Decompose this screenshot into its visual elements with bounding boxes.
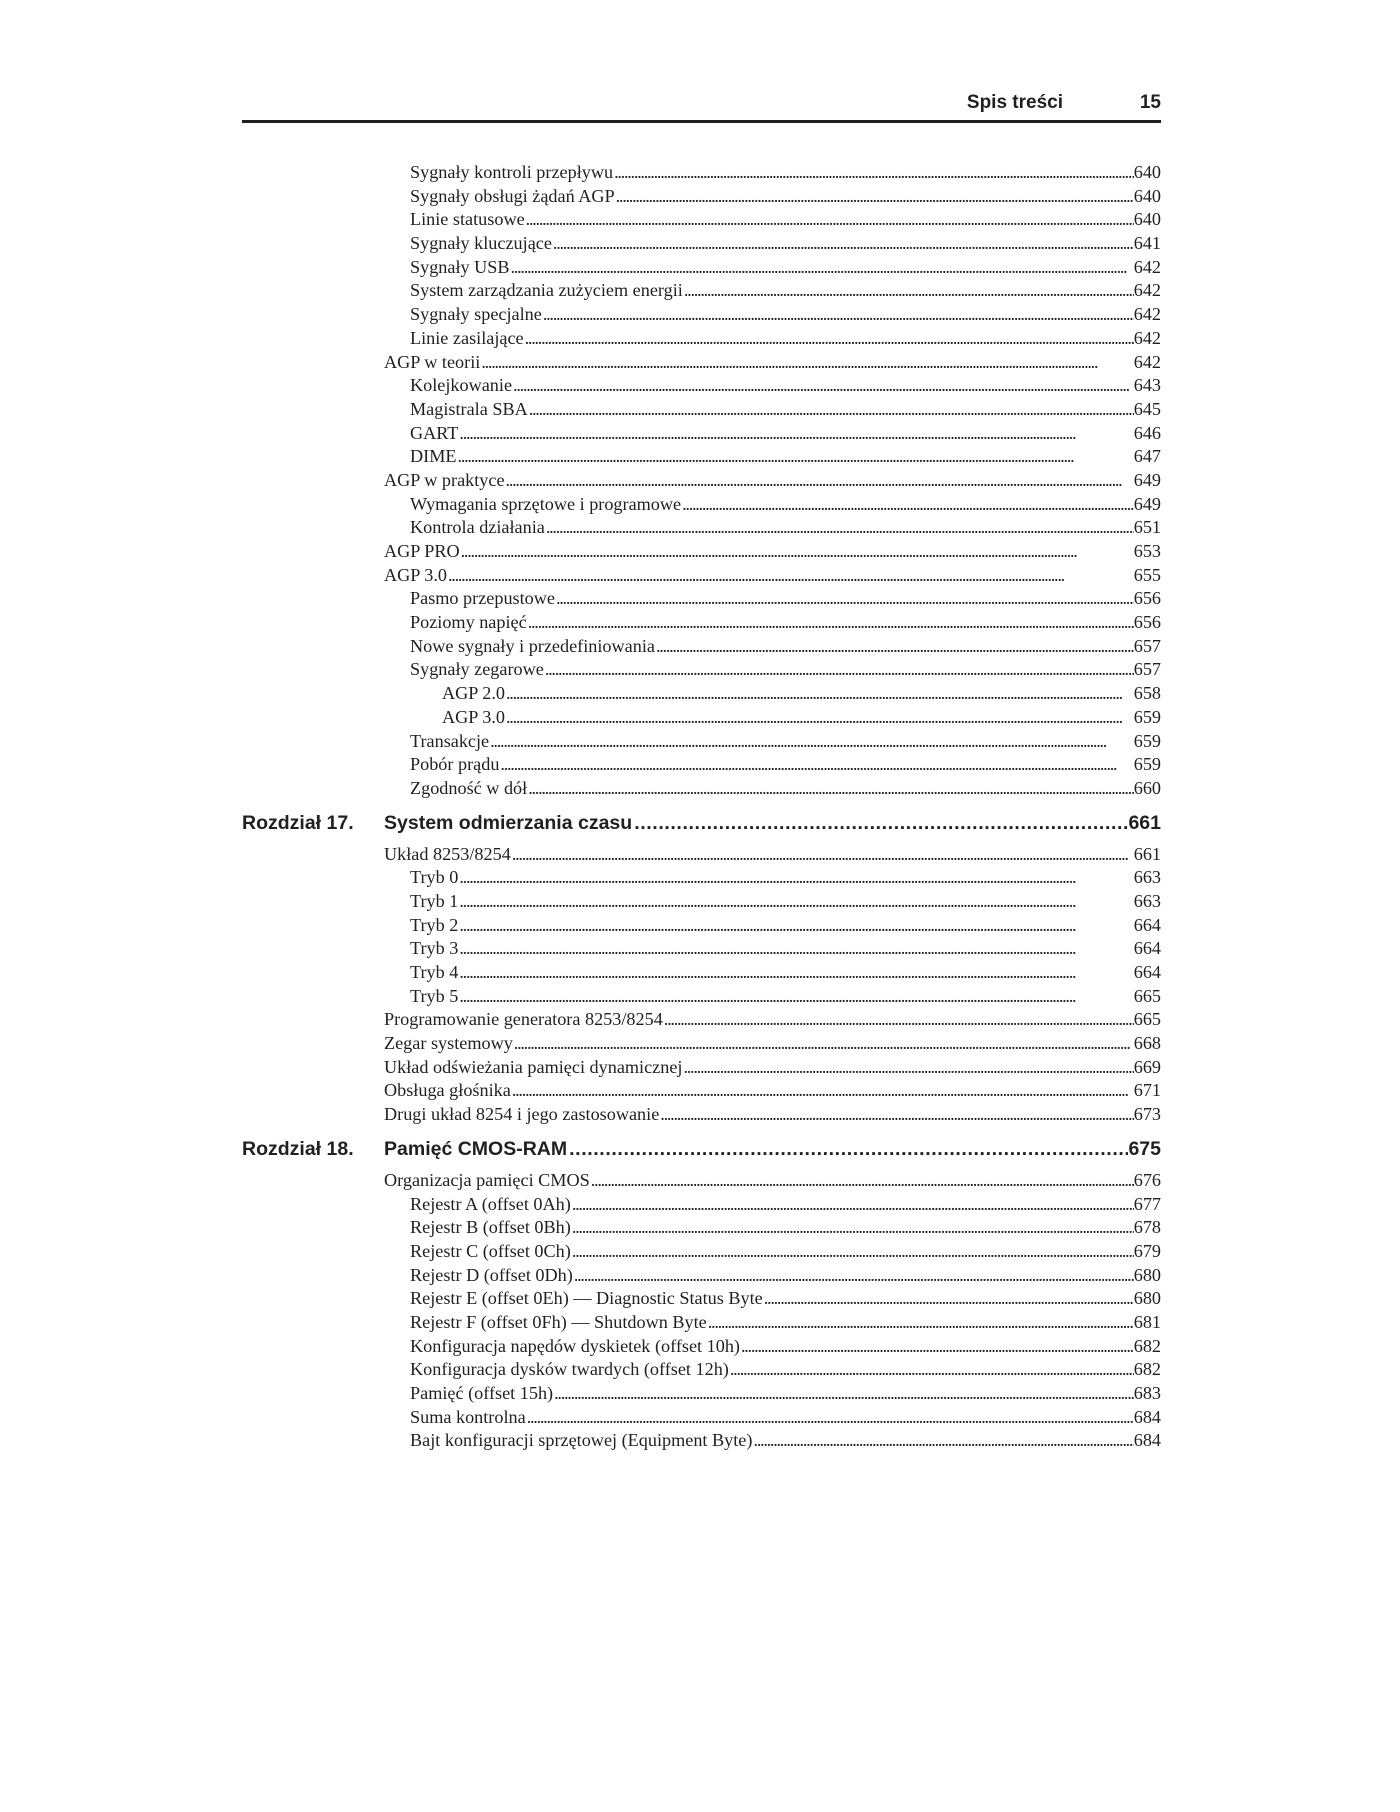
entry-title: Sygnały USB: [410, 256, 510, 277]
dot-leader: [590, 1170, 1134, 1191]
entry-page: 655: [1133, 564, 1161, 585]
dot-leader: [615, 186, 1134, 207]
entry-page: 640: [1133, 209, 1161, 230]
dot-leader: [458, 915, 1133, 936]
toc-entry: [242, 162, 1161, 186]
toc-entry: [242, 683, 1161, 707]
entry-title: Rejestr E (offset 0Eh) — Diagnostic Status Byte: [410, 1288, 763, 1309]
entry-page: 642: [1133, 280, 1161, 301]
entry-title: Suma kontrolna: [410, 1406, 526, 1427]
header-page-number: 15: [1139, 92, 1161, 113]
entry-page: 643: [1133, 375, 1161, 396]
entry-title: Linie zasilające: [410, 327, 524, 348]
entry-page: 677: [1133, 1193, 1161, 1214]
dot-leader: [682, 1057, 1133, 1078]
entry-page: 642: [1133, 327, 1161, 348]
toc-entry: [242, 1241, 1161, 1265]
toc-entry: [242, 731, 1161, 755]
entry-page: 680: [1133, 1288, 1161, 1309]
entry-page: 678: [1133, 1217, 1161, 1238]
dot-leader: [458, 986, 1133, 1007]
entry-page: 663: [1133, 890, 1161, 911]
toc-entry: [242, 541, 1161, 565]
entry-title: Transakcje: [410, 730, 490, 751]
dot-leader: [512, 375, 1134, 396]
entry-title: Tryb 1: [410, 890, 459, 911]
table-of-contents: [242, 162, 1161, 1454]
entry-title: Kontrola działania: [410, 517, 545, 538]
dot-leader: [683, 280, 1134, 301]
entry-title: Tryb 5: [410, 985, 459, 1006]
dot-leader: [567, 1138, 1128, 1161]
chapter-page: 661: [1128, 811, 1161, 834]
entry-page: 651: [1133, 517, 1161, 538]
dot-leader: [510, 257, 1134, 278]
entry-title: Tryb 4: [410, 962, 459, 982]
entry-page: 640: [1133, 162, 1161, 182]
entry-title: AGP 3.0: [384, 564, 447, 585]
toc-entry: [242, 1265, 1161, 1289]
entry-title: AGP w praktyce: [384, 469, 505, 490]
entry-title: Obsługa głośnika: [384, 1080, 511, 1101]
entry-page: 649: [1133, 493, 1161, 514]
toc-entry: [242, 612, 1161, 636]
entry-page: 653: [1133, 541, 1161, 561]
entry-page: 649: [1133, 469, 1161, 490]
entry-page: 684: [1133, 1406, 1161, 1427]
dot-leader: [553, 1383, 1134, 1404]
toc-entry: [242, 446, 1161, 470]
dot-leader: [752, 1430, 1133, 1451]
dot-leader: [552, 233, 1134, 254]
entry-title: Bajt konfiguracji sprzętowej (Equipment Byte): [410, 1430, 753, 1451]
dot-leader: [526, 1407, 1134, 1428]
chapter-17-entries: [242, 844, 1161, 1128]
toc-entry: [242, 1407, 1161, 1431]
entry-page: 671: [1133, 1080, 1161, 1101]
dot-leader: [613, 162, 1134, 183]
entry-page: 642: [1133, 304, 1161, 325]
toc-entry: [242, 1033, 1161, 1057]
entry-title: Linie statusowe: [410, 209, 525, 230]
entry-page: 659: [1133, 706, 1161, 727]
toc-entry: [242, 636, 1161, 660]
entry-title: Magistrala SBA: [410, 398, 528, 419]
toc-entry: [242, 328, 1161, 352]
dot-leader: [740, 1336, 1134, 1357]
chapter-label: Rozdział 17.: [242, 811, 354, 834]
dot-leader: [659, 1104, 1133, 1125]
dot-leader: [458, 938, 1133, 959]
entry-page: 664: [1133, 914, 1161, 935]
entry-title: Rejestr C (offset 0Ch): [410, 1240, 571, 1261]
entry-title: Pasmo przepustowe: [410, 588, 555, 609]
toc-entry: [242, 1104, 1161, 1128]
dot-leader: [456, 446, 1133, 467]
toc-entry: [242, 659, 1161, 683]
dot-leader: [525, 209, 1134, 230]
dot-leader: [524, 328, 1134, 349]
dot-leader: [542, 304, 1134, 325]
dot-leader: [447, 565, 1134, 586]
entry-page: 680: [1133, 1264, 1161, 1285]
dot-leader: [545, 517, 1134, 538]
entry-title: Organizacja pamięci CMOS: [384, 1169, 590, 1190]
entry-page: 647: [1133, 446, 1161, 467]
entry-page: 660: [1133, 777, 1161, 798]
toc-entry: [242, 1080, 1161, 1104]
chapter-label: Rozdział 18.: [242, 1137, 354, 1160]
entry-page: 669: [1133, 1056, 1161, 1077]
entry-page: 658: [1133, 683, 1161, 704]
entry-title: Pobór prądu: [410, 754, 500, 775]
chapter-page: 675: [1128, 1137, 1161, 1160]
toc-entry: [242, 565, 1161, 589]
entry-page: 657: [1133, 659, 1161, 680]
entry-title: DIME: [410, 446, 457, 467]
toc-entry: [242, 280, 1161, 304]
toc-entry: [242, 1430, 1161, 1454]
entry-title: Rejestr D (offset 0Dh): [410, 1264, 573, 1285]
toc-entry: [242, 754, 1161, 778]
entry-title: Rejestr A (offset 0Ah): [410, 1193, 571, 1214]
dot-leader: [655, 636, 1134, 657]
entry-page: 665: [1133, 985, 1161, 1006]
toc-entry: [242, 1057, 1161, 1081]
toc-entry: [242, 257, 1161, 281]
dot-leader: [527, 612, 1134, 633]
toc-entry: [242, 778, 1161, 802]
entry-page: 640: [1133, 185, 1161, 206]
entry-title: Kolejkowanie: [410, 375, 513, 396]
entry-title: Sygnały specjalne: [410, 304, 542, 325]
dot-leader: [460, 541, 1134, 562]
entry-page: 642: [1133, 256, 1161, 277]
dot-leader: [763, 1288, 1134, 1309]
toc-entry: [242, 844, 1161, 868]
dot-leader: [489, 731, 1134, 752]
dot-leader: [571, 1241, 1134, 1262]
dot-leader: [571, 1217, 1134, 1238]
dot-leader: [513, 1033, 1134, 1054]
entry-page: 679: [1133, 1240, 1161, 1261]
dot-leader: [632, 812, 1128, 835]
toc-entry: [242, 494, 1161, 518]
chapter-heading-17: [242, 812, 1161, 844]
toc-entry: [242, 423, 1161, 447]
dot-leader: [511, 1080, 1134, 1101]
entry-title: AGP PRO: [384, 541, 460, 561]
toc-entry: [242, 962, 1161, 986]
dot-leader: [681, 494, 1134, 515]
entry-page: 657: [1133, 635, 1161, 656]
chapter-18-entries: [242, 1170, 1161, 1454]
entry-title: Sygnały kontroli przepływu: [410, 162, 614, 182]
entry-title: Rejestr F (offset 0Fh) — Shutdown Byte: [410, 1311, 707, 1332]
entry-title: Pamięć (offset 15h): [410, 1383, 554, 1403]
entry-page: 663: [1133, 867, 1161, 888]
entry-title: Konfiguracja dysków twardych (offset 12h): [410, 1359, 729, 1380]
entry-page: 665: [1133, 1009, 1161, 1030]
entry-title: Sygnały obsługi żądań AGP: [410, 185, 615, 206]
dot-leader: [729, 1359, 1134, 1380]
entry-title: GART: [410, 422, 459, 443]
dot-leader: [528, 399, 1134, 420]
entry-page: 668: [1133, 1033, 1161, 1054]
dot-leader: [458, 423, 1133, 444]
entry-page: 641: [1133, 233, 1161, 254]
toc-entry: [242, 233, 1161, 257]
toc-entry: [242, 304, 1161, 328]
toc-entry: [242, 867, 1161, 891]
toc-entry: [242, 186, 1161, 210]
toc-entry: [242, 588, 1161, 612]
dot-leader: [458, 962, 1133, 983]
dot-leader: [499, 754, 1133, 775]
entry-title: Układ 8253/8254: [384, 843, 511, 864]
entry-title: Zgodność w dół: [410, 777, 528, 798]
header-title: Spis treści: [966, 92, 1063, 113]
entry-title: AGP 3.0: [442, 706, 505, 727]
entry-title: Programowanie generatora 8253/8254: [384, 1009, 663, 1030]
entry-page: 673: [1133, 1104, 1161, 1125]
toc-entry: [242, 938, 1161, 962]
entry-page: 681: [1133, 1311, 1161, 1332]
dot-leader: [544, 659, 1134, 680]
toc-entry: [242, 915, 1161, 939]
entry-page: 661: [1133, 843, 1161, 864]
toc-entry: [242, 1312, 1161, 1336]
entry-page: 684: [1133, 1430, 1161, 1451]
toc-entry: [242, 399, 1161, 423]
dot-leader: [505, 470, 1134, 491]
entry-page: 664: [1133, 962, 1161, 982]
entry-title: AGP 2.0: [442, 683, 505, 704]
toc-entry: [242, 707, 1161, 731]
entry-page: 682: [1133, 1335, 1161, 1356]
entry-title: Drugi układ 8254 i jego zastosowanie: [384, 1104, 660, 1125]
entry-title: Układ odświeżania pamięci dynamicznej: [384, 1056, 683, 1077]
entry-title: Konfiguracja napędów dyskietek (offset 10h): [410, 1335, 740, 1356]
dot-leader: [458, 891, 1133, 912]
toc-entry: [242, 986, 1161, 1010]
entry-title: AGP w teorii: [384, 351, 481, 372]
entry-title: Zegar systemowy: [384, 1033, 513, 1054]
dot-leader: [480, 352, 1133, 373]
entry-page: 659: [1133, 730, 1161, 751]
toc-entry: [242, 470, 1161, 494]
entry-title: Wymagania sprzętowe i programowe: [410, 493, 682, 514]
chapter-title: System odmierzania czasu: [384, 811, 633, 834]
entry-page: 656: [1133, 612, 1161, 633]
toc-entry: [242, 1009, 1161, 1033]
entry-title: System zarządzania zużyciem energii: [410, 280, 683, 301]
entry-page: 664: [1133, 938, 1161, 959]
running-header: [242, 88, 1161, 123]
entry-page: 676: [1133, 1169, 1161, 1190]
entry-title: Nowe sygnały i przedefiniowania: [410, 635, 655, 656]
toc-entry: [242, 1288, 1161, 1312]
dot-leader: [505, 707, 1134, 728]
toc-entry: [242, 1383, 1161, 1407]
toc-entry: [242, 1336, 1161, 1360]
entry-title: Poziomy napięć: [410, 612, 527, 633]
entry-page: 682: [1133, 1359, 1161, 1380]
dot-leader: [555, 588, 1134, 609]
toc-entry: [242, 375, 1161, 399]
entry-title: Rejestr B (offset 0Bh): [410, 1217, 571, 1238]
entry-page: 646: [1133, 422, 1161, 443]
entry-page: 645: [1133, 398, 1161, 419]
entry-page: 683: [1133, 1383, 1161, 1403]
dot-leader: [571, 1194, 1134, 1215]
toc-entry: [242, 1359, 1161, 1383]
entry-page: 656: [1133, 588, 1161, 609]
dot-leader: [505, 683, 1134, 704]
entry-title: Tryb 3: [410, 938, 459, 959]
entry-page: 659: [1133, 754, 1161, 775]
toc-section-continued: [242, 162, 1161, 802]
entry-page: 642: [1133, 351, 1161, 372]
toc-entry: [242, 1194, 1161, 1218]
entry-title: Tryb 2: [410, 914, 459, 935]
toc-entry: [242, 352, 1161, 376]
toc-entry: [242, 891, 1161, 915]
dot-leader: [511, 844, 1134, 865]
toc-entry: [242, 1170, 1161, 1194]
toc-entry: [242, 209, 1161, 233]
dot-leader: [663, 1009, 1134, 1030]
dot-leader: [573, 1265, 1134, 1286]
chapter-title: Pamięć CMOS-RAM: [384, 1137, 568, 1160]
entry-title: Sygnały kluczujące: [410, 233, 552, 254]
chapter-heading-18: [242, 1138, 1161, 1170]
toc-entry: [242, 1217, 1161, 1241]
toc-entry: [242, 517, 1161, 541]
entry-title: Tryb 0: [410, 867, 459, 888]
entry-title: Sygnały zegarowe: [410, 659, 544, 680]
dot-leader: [458, 867, 1133, 888]
dot-leader: [707, 1312, 1134, 1333]
dot-leader: [527, 778, 1134, 799]
